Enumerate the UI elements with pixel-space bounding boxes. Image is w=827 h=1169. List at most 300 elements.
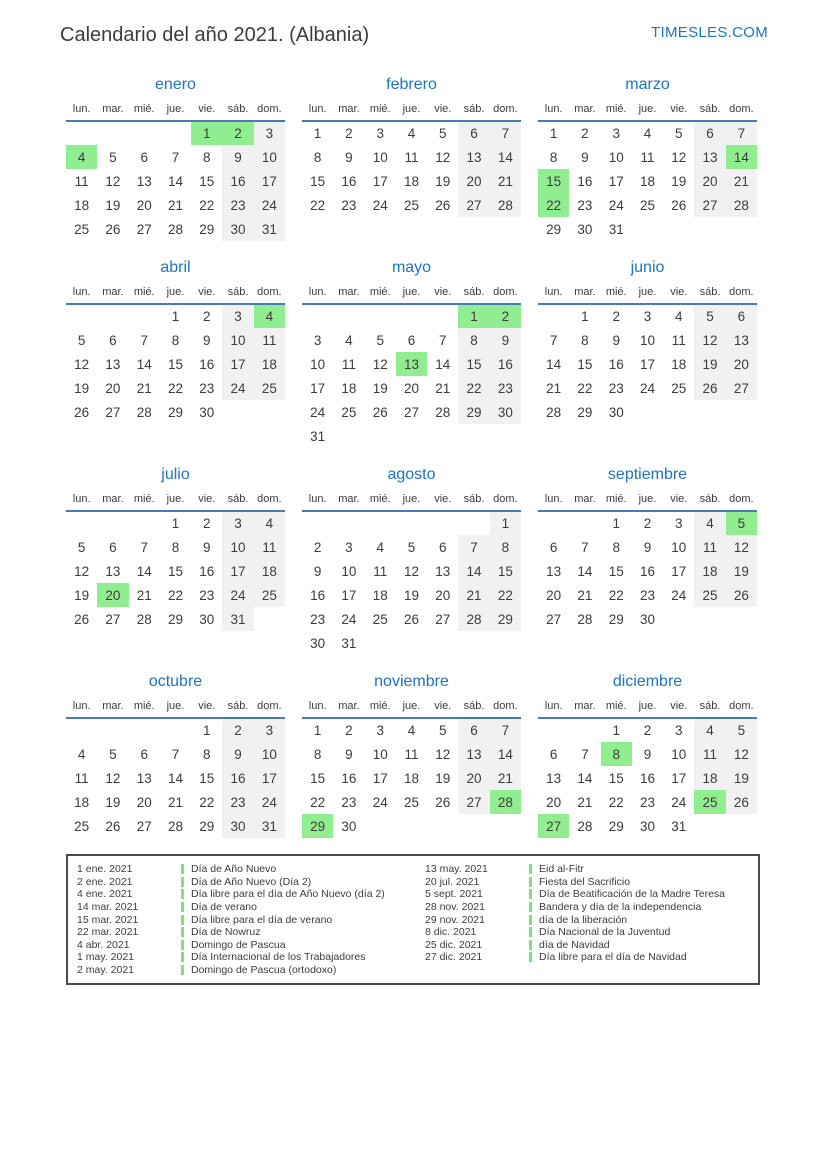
day-cell: 20 [97,583,128,607]
day-cell: 23 [222,193,253,217]
month-noviembre [302,672,521,838]
day-cell [396,424,427,448]
day-cell: 11 [373,563,388,579]
month-enero [66,75,285,241]
day-cell: 26 [726,790,757,814]
month-title-febrero[interactable]: febrero [386,76,437,93]
day-cell: 22 [608,794,624,810]
month-title-septiembre[interactable]: septiembre [607,466,688,483]
holiday-marker-icon [529,864,532,874]
day-cell: 2 [612,309,620,324]
day-cell: 1 [612,516,620,531]
holiday-marker-icon [529,940,532,950]
day-cell: 31 [254,217,285,241]
day-cell: 11 [254,328,285,352]
day-cell: 11 [74,173,89,189]
day-cell: 10 [671,539,687,555]
holiday-name: Día Internacional de los Trabajadores [191,951,366,964]
day-cell: 25 [74,221,90,237]
day-cell: 18 [341,380,357,396]
weekday-header: dom. [726,493,757,511]
day-cell: 21 [435,380,451,396]
day-cell: 16 [577,173,593,189]
day-cell: 20 [694,169,725,193]
day-cell: 4 [407,126,416,141]
legend-row [77,951,425,964]
day-cell: 24 [222,583,253,607]
day-cell: 22 [199,197,215,213]
day-cell: 20 [105,380,121,396]
day-cell [490,814,521,838]
day-cell: 15 [538,169,569,193]
month-title-junio[interactable]: junio [630,259,665,276]
day-cell: 9 [345,746,353,762]
weekday-header: mié. [129,286,160,304]
day-cell [458,424,489,448]
legend-row [77,939,425,952]
holiday-name: Eid al-Fitr [539,863,584,876]
day-cell [663,607,694,631]
day-cell: 28 [167,818,183,834]
day-cell: 8 [203,149,211,165]
legend-row [77,876,425,889]
day-cell: 17 [222,559,253,583]
day-cell: 12 [435,149,451,165]
legend-row [425,888,773,901]
day-cell: 7 [549,332,558,348]
holiday-date: 1 may. 2021 [77,951,135,964]
day-cell: 11 [694,535,725,559]
day-cell: 17 [671,563,687,579]
weekday-header: mié. [365,493,396,511]
day-cell: 20 [546,587,562,603]
holiday-name: Día libre para el día de verano [191,913,333,926]
weekday-header: lun. [538,103,569,121]
month-junio [538,258,757,424]
holiday-date: 4 abr. 2021 [77,938,130,951]
weekday-header: mié. [365,286,396,304]
day-cell: 11 [341,356,356,372]
day-cell [66,511,97,535]
weekday-header: dom. [254,493,285,511]
day-cell: 18 [694,559,725,583]
day-cell: 8 [581,332,589,348]
day-cell [663,400,694,424]
legend-row [77,964,425,977]
day-cell: 14 [435,356,451,372]
day-cell: 6 [140,746,148,762]
holiday-name: día de Navidad [539,938,610,951]
day-cell: 30 [341,818,357,834]
day-cell: 19 [435,173,451,189]
day-cell: 13 [458,145,489,169]
day-cell: 14 [167,173,183,189]
holiday-marker-icon [181,902,184,912]
month-title-diciembre[interactable]: diciembre [612,673,683,690]
day-cell [365,304,396,328]
day-cell [160,718,191,742]
day-cell: 20 [136,197,152,213]
day-cell: 23 [639,794,655,810]
weekday-header: dom. [254,700,285,718]
holiday-date: 28 nov. 2021 [425,901,485,914]
day-cell: 7 [490,718,521,742]
day-cell: 30 [490,400,521,424]
day-cell: 19 [74,587,90,603]
day-cell: 22 [167,380,183,396]
day-cell: 17 [222,352,253,376]
weekday-header: vie. [427,286,458,304]
day-cell: 18 [254,559,285,583]
day-cell [490,424,521,448]
weekday-header: jue. [632,286,663,304]
day-cell: 4 [407,723,416,738]
day-cell: 15 [199,770,215,786]
weekday-header: mar. [333,286,364,304]
day-cell: 2 [643,516,652,531]
day-cell: 15 [577,356,593,372]
month-octubre [66,672,285,838]
day-cell: 31 [254,814,285,838]
day-cell: 24 [254,790,285,814]
day-cell: 26 [403,611,419,627]
day-cell: 7 [171,746,180,762]
day-cell: 19 [403,587,419,603]
day-cell: 25 [74,818,90,834]
day-cell: 11 [404,746,419,762]
day-cell [333,511,364,535]
day-cell: 2 [222,121,253,145]
day-cell: 27 [435,611,451,627]
day-cell: 30 [608,404,624,420]
day-cell: 11 [671,332,686,348]
day-cell: 21 [167,794,183,810]
day-cell [427,424,458,448]
day-cell [396,631,427,655]
day-cell: 19 [105,197,121,213]
day-cell: 12 [105,770,121,786]
day-cell [726,400,757,424]
month-title-octubre[interactable]: octubre [148,673,203,690]
day-cell: 6 [458,718,489,742]
day-cell: 16 [199,356,215,372]
month-table [66,103,285,241]
month-title-mayo[interactable]: mayo [391,259,432,276]
legend-row [425,913,773,926]
weekday-header: dom. [490,700,521,718]
day-cell: 4 [345,332,353,348]
holiday-name: Día de Beatificación de la Madre Teresa [539,888,725,901]
day-cell: 24 [310,404,326,420]
day-cell: 6 [407,332,416,348]
day-cell: 21 [726,169,757,193]
month-table [302,103,521,217]
day-cell: 5 [376,332,384,348]
weekday-header: dom. [726,103,757,121]
holiday-marker-icon [181,877,184,887]
holiday-date: 14 mar. 2021 [77,901,139,914]
day-cell: 10 [372,746,388,762]
day-cell [97,304,128,328]
weekday-header: jue. [160,700,191,718]
month-table [66,700,285,838]
day-cell: 12 [694,328,725,352]
day-cell: 16 [639,563,655,579]
weekday-header: sáb. [458,493,489,511]
month-title-noviembre[interactable]: noviembre [374,673,449,690]
day-cell: 27 [136,221,152,237]
day-cell: 20 [136,794,152,810]
day-cell: 30 [577,221,593,237]
day-cell: 3 [643,309,652,324]
weekday-header: jue. [160,286,191,304]
day-cell: 24 [372,197,388,213]
day-cell: 10 [341,563,357,579]
day-cell: 24 [671,587,687,603]
weekday-header: vie. [191,700,222,718]
day-cell [129,511,160,535]
month-title-julio[interactable]: julio [161,466,190,483]
day-cell: 5 [407,539,416,555]
day-cell: 7 [581,539,589,555]
day-cell: 28 [167,221,183,237]
day-cell: 18 [639,173,655,189]
day-cell: 19 [726,766,757,790]
weekday-header: jue. [396,103,427,121]
day-cell: 20 [726,352,757,376]
day-cell: 16 [222,766,253,790]
day-cell: 14 [490,742,521,766]
day-cell [694,217,725,241]
day-cell: 4 [376,539,384,555]
weekday-header: lun. [302,493,333,511]
day-cell: 4 [694,511,725,535]
day-cell: 17 [372,770,388,786]
day-cell: 2 [345,126,353,141]
legend-row [425,951,773,964]
month-title-marzo[interactable]: marzo [625,76,670,93]
legend-row [425,876,773,889]
day-cell: 11 [74,770,89,786]
holiday-marker-icon [181,940,184,950]
day-cell: 15 [608,770,624,786]
day-cell: 13 [396,352,427,376]
day-cell: 26 [435,197,451,213]
day-cell [632,217,663,241]
day-cell: 11 [640,149,655,165]
day-cell: 23 [199,587,215,603]
weekday-header: jue. [160,103,191,121]
day-cell: 16 [310,587,326,603]
site-link[interactable]: TIMESLES.COM [651,24,768,41]
month-julio [66,465,285,631]
day-cell: 8 [490,535,521,559]
day-cell: 9 [490,328,521,352]
day-cell: 29 [577,404,593,420]
weekday-header: dom. [726,286,757,304]
day-cell: 29 [167,404,183,420]
day-cell: 22 [490,583,521,607]
holidays-legend [66,854,760,985]
day-cell: 5 [726,511,757,535]
day-cell: 21 [490,169,521,193]
day-cell: 26 [372,404,388,420]
day-cell: 14 [167,770,183,786]
day-cell: 3 [675,516,683,531]
day-cell: 2 [222,718,253,742]
day-cell [97,511,128,535]
weekday-header: mar. [333,103,364,121]
weekday-header: mar. [569,103,600,121]
legend-row [77,913,425,926]
day-cell: 3 [675,723,683,738]
day-cell: 13 [136,173,152,189]
month-title-abril[interactable]: abril [160,259,191,276]
day-cell: 16 [341,173,357,189]
weekday-header: lun. [538,493,569,511]
day-cell [129,718,160,742]
weekday-header: vie. [427,103,458,121]
day-cell: 26 [74,611,90,627]
day-cell: 31 [671,818,687,834]
weekday-header: sáb. [694,286,725,304]
day-cell: 8 [171,332,180,348]
day-cell: 10 [222,328,253,352]
day-cell: 7 [171,149,180,165]
day-cell: 4 [77,746,86,762]
day-cell: 12 [726,535,757,559]
day-cell: 8 [458,328,489,352]
day-cell: 22 [199,794,215,810]
legend-row [425,863,773,876]
day-cell: 21 [167,197,183,213]
holiday-name: Día de Año Nuevo [191,863,277,876]
day-cell: 31 [608,221,624,237]
month-table [66,493,285,631]
day-cell: 25 [254,583,285,607]
day-cell: 12 [105,173,121,189]
holiday-name: Día libre para el día de Año Nuevo (día 2) [191,888,385,901]
month-septiembre [538,465,757,631]
day-cell: 21 [577,587,593,603]
day-cell: 19 [694,352,725,376]
weekday-header: vie. [663,286,694,304]
weekday-header: mar. [333,493,364,511]
weekday-header: mié. [365,103,396,121]
weekday-header: mar. [97,493,128,511]
day-cell [302,304,333,328]
legend-col-left [77,863,425,976]
legend-row [77,863,425,876]
day-cell: 3 [222,304,253,328]
day-cell: 28 [136,611,152,627]
weekday-header: vie. [663,103,694,121]
day-cell [458,511,489,535]
legend-col-right [425,863,773,976]
day-cell: 28 [577,611,593,627]
holiday-date: 2 may. 2021 [77,964,135,977]
month-title-enero[interactable]: enero [155,76,196,93]
day-cell: 5 [439,126,447,141]
holiday-marker-icon [529,902,532,912]
weekday-header: mié. [129,700,160,718]
day-cell: 15 [167,356,183,372]
weekday-header: sáb. [222,103,253,121]
day-cell: 29 [167,611,183,627]
day-cell: 14 [136,356,152,372]
day-cell: 16 [222,169,253,193]
day-cell: 21 [136,380,152,396]
weekday-header: mié. [129,493,160,511]
day-cell: 14 [577,770,593,786]
weekday-header: dom. [490,493,521,511]
month-title-agosto[interactable]: agosto [387,466,436,483]
weekday-header: vie. [191,103,222,121]
day-cell [129,121,160,145]
day-cell: 3 [376,126,384,141]
weekday-header: mié. [601,103,632,121]
day-cell: 1 [191,121,222,145]
day-cell: 26 [435,794,451,810]
holiday-date: 4 ene. 2021 [77,888,133,901]
day-cell: 12 [74,356,90,372]
weekday-header: jue. [632,103,663,121]
day-cell: 5 [726,718,757,742]
day-cell: 27 [694,193,725,217]
weekday-header: lun. [66,103,97,121]
day-cell: 10 [222,535,253,559]
day-cell: 9 [222,742,253,766]
day-cell: 27 [726,376,757,400]
day-cell: 9 [313,563,322,579]
day-cell: 21 [490,766,521,790]
weekday-header: vie. [663,700,694,718]
day-cell: 27 [105,404,121,420]
holiday-marker-icon [529,915,532,925]
day-cell: 23 [310,611,326,627]
day-cell: 3 [345,539,353,555]
day-cell [694,814,725,838]
day-cell: 28 [546,404,562,420]
day-cell: 18 [254,352,285,376]
day-cell: 9 [203,539,211,555]
day-cell: 26 [726,583,757,607]
month-table [302,286,521,448]
day-cell: 8 [203,746,211,762]
day-cell: 8 [601,742,632,766]
day-cell: 14 [577,563,593,579]
weekday-header: mar. [97,700,128,718]
day-cell: 30 [199,404,215,420]
day-cell: 23 [577,197,593,213]
day-cell: 8 [313,149,322,165]
day-cell [427,511,458,535]
day-cell: 18 [403,770,419,786]
day-cell: 1 [313,723,322,738]
day-cell: 11 [694,742,725,766]
day-cell: 5 [439,723,447,738]
weekday-header: vie. [427,700,458,718]
day-cell [569,511,600,535]
day-cell [490,631,521,655]
day-cell: 13 [105,563,121,579]
holiday-marker-icon [181,915,184,925]
day-cell: 11 [404,149,419,165]
holiday-marker-icon [529,927,532,937]
day-cell: 7 [490,121,521,145]
day-cell: 1 [171,516,180,531]
weekday-header: lun. [538,700,569,718]
